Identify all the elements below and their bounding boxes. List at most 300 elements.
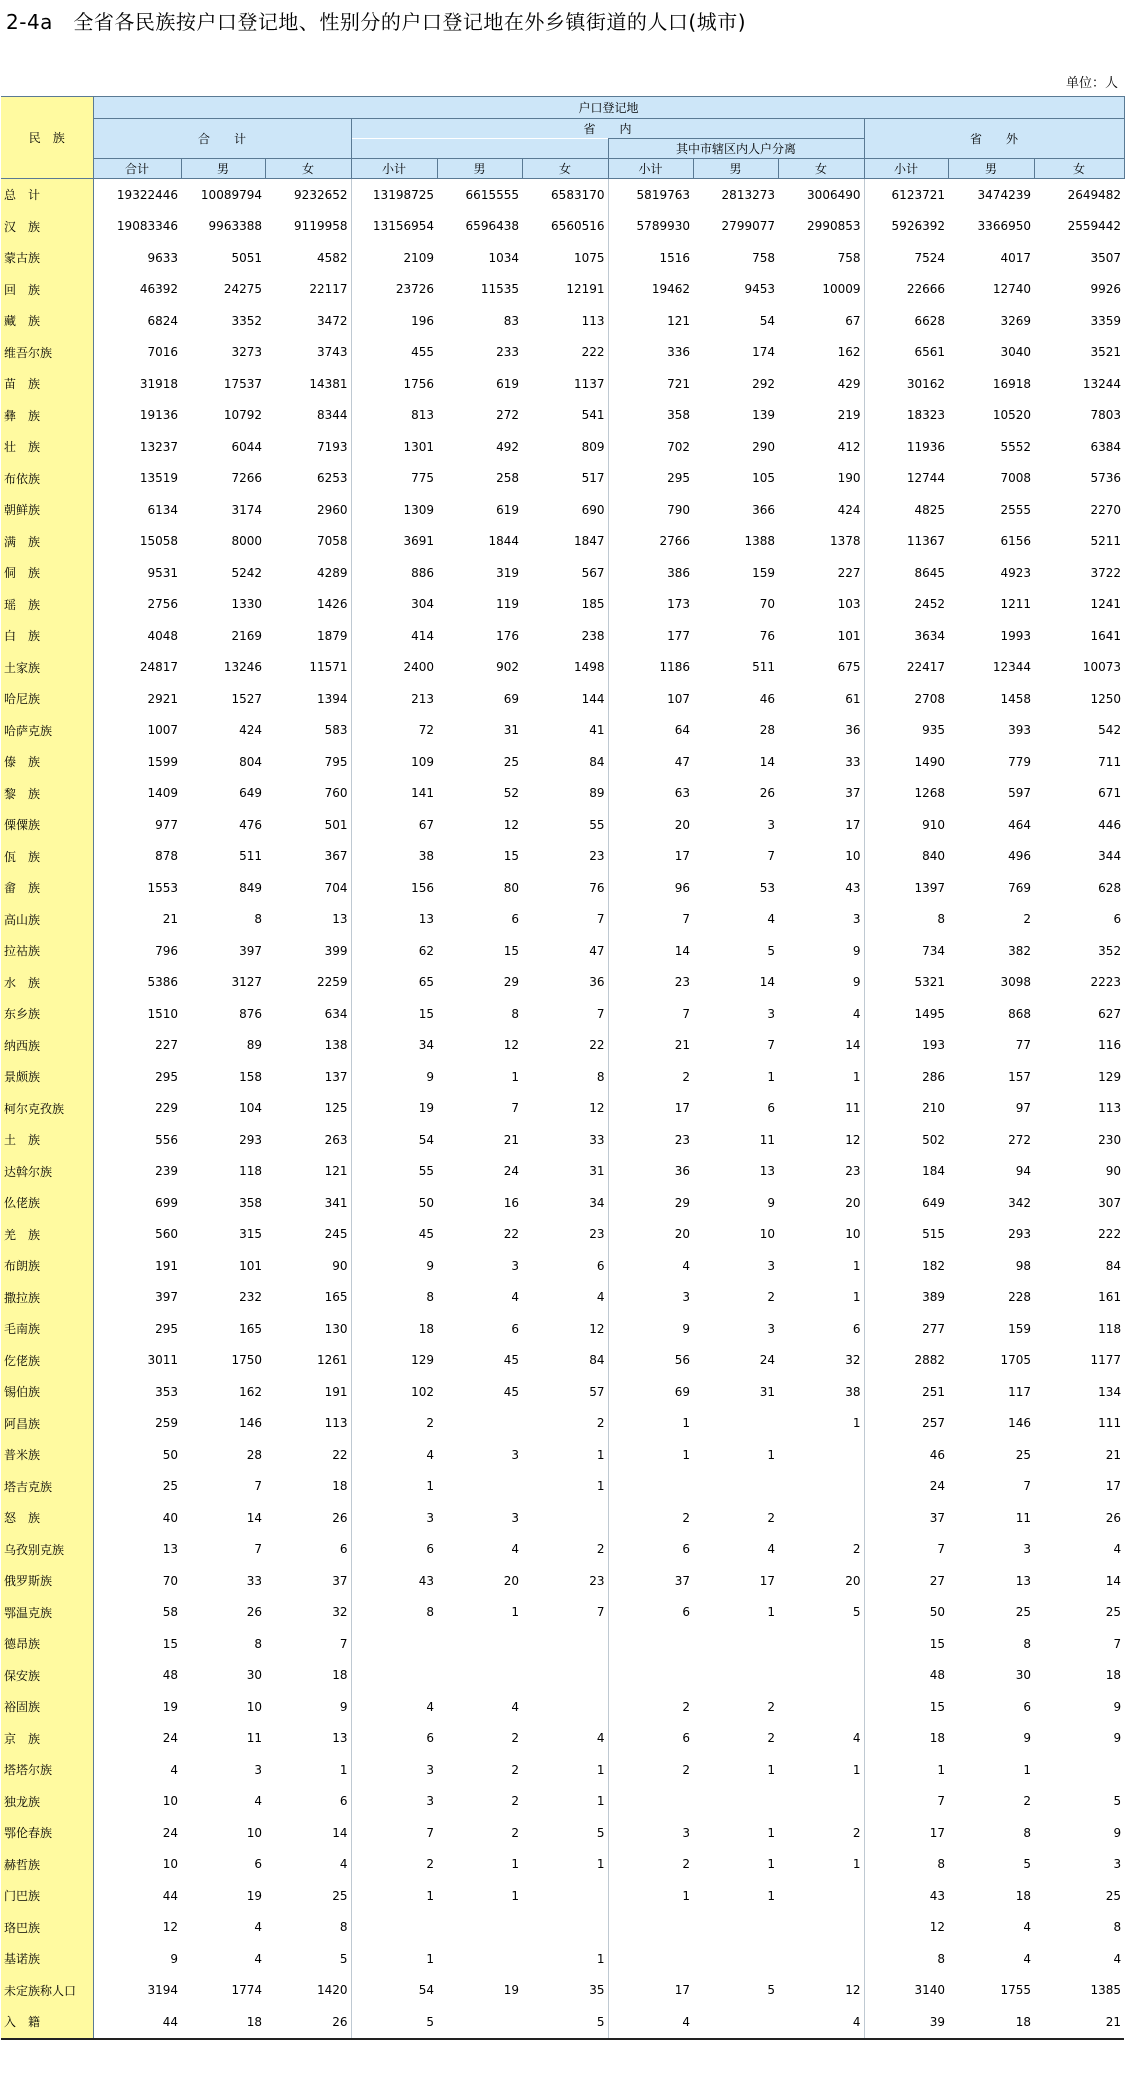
table-cell: 5: [522, 2006, 608, 2039]
table-cell: 1: [767, 1069, 775, 1084]
table-cell: 1: [767, 1605, 775, 1620]
table-cell: 30: [246, 1668, 262, 1683]
table-cell: 1: [778, 1849, 864, 1881]
table-cell: 139: [752, 408, 775, 423]
table-cell: 5819763: [636, 187, 690, 202]
row-label: 门巴族: [1, 1880, 93, 1912]
row-label: 鄂温克族: [1, 1597, 93, 1629]
table-cell: 2649482: [1067, 187, 1122, 202]
table-cell: 3269: [1000, 313, 1031, 328]
column-header: 女: [265, 159, 351, 179]
table-cell: [778, 1880, 864, 1912]
column-header: 女: [1034, 159, 1124, 179]
table-cell: 9: [1113, 1825, 1122, 1840]
table-cell: 1075: [522, 242, 608, 274]
table-cell: 3507: [1090, 250, 1122, 265]
table-cell: 2: [682, 1510, 690, 1525]
table-cell: 28: [759, 723, 775, 738]
table-cell: [693, 1912, 778, 1944]
table-row: [1, 211, 1124, 243]
table-cell: 3011: [147, 1353, 178, 1368]
table-cell: 158: [239, 1069, 262, 1084]
table-cell: 6: [265, 1534, 351, 1566]
table-cell: 18323: [906, 408, 945, 423]
table-cell: 2: [778, 1534, 864, 1566]
table-cell: 11535: [480, 282, 519, 297]
table-cell: 129: [1098, 1069, 1122, 1084]
row-label: 白 族: [1, 620, 93, 652]
table-cell: 1: [426, 1888, 434, 1903]
table-cell: 1: [767, 1762, 775, 1777]
table-cell: 6: [767, 1101, 775, 1116]
table-cell: 1705: [1000, 1353, 1031, 1368]
table-cell: 227: [778, 557, 864, 589]
table-cell: 1641: [1090, 628, 1122, 643]
row-label: 佤 族: [1, 841, 93, 873]
table-cell: 116: [1098, 1038, 1122, 1053]
table-cell: 4289: [265, 557, 351, 589]
table-cell: 118: [239, 1164, 262, 1179]
table-cell: 173: [667, 597, 690, 612]
table-row: [1, 305, 1124, 337]
table-cell: 19462: [651, 282, 690, 297]
table-cell: 878: [155, 849, 178, 864]
table-row: [1, 1313, 1124, 1345]
table-cell: 2400: [403, 660, 434, 675]
table-row: [1, 431, 1124, 463]
table-cell: 161: [1098, 1290, 1122, 1305]
table-cell: 182: [922, 1258, 945, 1273]
table-cell: 758: [778, 242, 864, 274]
table-cell: 619: [496, 376, 519, 391]
table-cell: 58: [162, 1605, 178, 1620]
table-cell: 109: [411, 754, 434, 769]
table-cell: 8645: [914, 565, 945, 580]
table-cell: 515: [922, 1227, 945, 1242]
table-cell: 1: [682, 1888, 690, 1903]
table-cell: 424: [778, 494, 864, 526]
table-cell: 57: [522, 1376, 608, 1408]
table-cell: 97: [1015, 1101, 1031, 1116]
table-cell: 1: [522, 1471, 608, 1503]
table-cell: 9926: [1090, 282, 1122, 297]
row-label: 苗 族: [1, 368, 93, 400]
table-cell: 245: [265, 1219, 351, 1251]
table-cell: 50: [418, 1195, 434, 1210]
table-cell: 1394: [265, 683, 351, 715]
row-label: 保安族: [1, 1660, 93, 1692]
table-cell: 8: [1023, 1825, 1031, 1840]
table-cell: 2: [682, 1857, 690, 1872]
row-label: 塔吉克族: [1, 1471, 93, 1503]
table-cell: 24: [759, 1353, 775, 1368]
row-label: 纳西族: [1, 1030, 93, 1062]
table-cell: 3366950: [977, 219, 1031, 234]
table-cell: 4: [767, 1542, 775, 1557]
table-cell: 2: [682, 1699, 690, 1714]
table-cell: 17: [1105, 1479, 1122, 1494]
table-cell: 4: [426, 1447, 434, 1462]
table-cell: 19083346: [116, 219, 178, 234]
table-row: [1, 1061, 1124, 1093]
table-cell: 2756: [147, 597, 178, 612]
table-cell: 5: [351, 2006, 437, 2039]
table-row: [1, 1187, 1124, 1219]
table-cell: 70: [759, 597, 775, 612]
table-cell: 2813273: [721, 187, 775, 202]
table-cell: 3359: [1090, 313, 1122, 328]
table-cell: [522, 1880, 608, 1912]
table-cell: [437, 1628, 522, 1660]
table-cell: 2259: [265, 967, 351, 999]
table-row: [1, 746, 1124, 778]
table-cell: 1330: [231, 597, 262, 612]
table-cell: 210: [922, 1101, 945, 1116]
table-cell: 130: [265, 1313, 351, 1345]
row-label: 赫哲族: [1, 1849, 93, 1881]
table-cell: [778, 1912, 864, 1944]
table-cell: 424: [239, 723, 262, 738]
table-cell: 977: [155, 817, 178, 832]
table-cell: 8: [1023, 1636, 1031, 1651]
table-cell: 43: [418, 1573, 434, 1588]
table-cell: 50: [929, 1605, 945, 1620]
table-cell: 1261: [265, 1345, 351, 1377]
table-cell: 1: [778, 1061, 864, 1093]
table-cell: 24: [162, 1825, 178, 1840]
table-cell: 5: [1113, 1794, 1122, 1809]
table-cell: 1599: [147, 754, 178, 769]
row-label: 阿昌族: [1, 1408, 93, 1440]
table-cell: [437, 1943, 522, 1975]
table-cell: 38: [418, 849, 434, 864]
table-row: [1, 1219, 1124, 1251]
table-cell: 16918: [992, 376, 1031, 391]
row-label: 瑶 族: [1, 589, 93, 621]
table-cell: 12: [503, 1038, 519, 1053]
table-cell: 8: [937, 1951, 945, 1966]
table-cell: 41: [522, 715, 608, 747]
table-cell: 6596438: [465, 219, 519, 234]
table-row: [1, 179, 1124, 211]
table-cell: 5: [767, 943, 775, 958]
table-cell: 144: [522, 683, 608, 715]
table-cell: 4582: [265, 242, 351, 274]
table-body: [1, 179, 1124, 2039]
table-cell: 18: [1015, 1888, 1031, 1903]
table-cell: 10: [759, 1227, 775, 1242]
table-cell: 11: [246, 1731, 262, 1746]
table-cell: 23: [522, 1219, 608, 1251]
table-cell: 1211: [1000, 597, 1031, 612]
table-cell: 18: [929, 1731, 945, 1746]
table-row: [1, 1502, 1124, 1534]
table-cell: [608, 1786, 693, 1818]
table-cell: 23: [522, 841, 608, 873]
table-cell: 3: [767, 817, 775, 832]
table-cell: 9633: [147, 250, 178, 265]
column-header: 小计: [608, 159, 693, 179]
table-cell: 5: [767, 1983, 775, 1998]
table-cell: 4048: [147, 628, 178, 643]
table-cell: 511: [752, 660, 775, 675]
table-cell: 675: [778, 652, 864, 684]
table-cell: 809: [522, 431, 608, 463]
table-cell: 1426: [265, 589, 351, 621]
table-cell: 118: [1098, 1321, 1122, 1336]
table-cell: 3174: [231, 502, 262, 517]
table-cell: 31: [503, 723, 519, 738]
table-cell: 21: [162, 912, 178, 927]
column-header: 男: [181, 159, 265, 179]
row-label: 未定族称人口: [1, 1975, 93, 2007]
table-row: [1, 400, 1124, 432]
table-cell: 6044: [231, 439, 262, 454]
row-label: 布朗族: [1, 1250, 93, 1282]
table-cell: 76: [522, 872, 608, 904]
table-cell: 12191: [522, 274, 608, 306]
table-cell: 2: [682, 1069, 690, 1084]
table-cell: 26: [265, 2006, 351, 2039]
table-cell: 1388: [744, 534, 775, 549]
table-row: [1, 1723, 1124, 1755]
table-cell: 45: [418, 1227, 434, 1242]
table-cell: 31: [522, 1156, 608, 1188]
row-label: 塔塔尔族: [1, 1754, 93, 1786]
table-cell: 1993: [1000, 628, 1031, 643]
table-cell: 1490: [914, 754, 945, 769]
table-cell: 464: [1008, 817, 1031, 832]
table-cell: 26: [265, 1502, 351, 1534]
table-cell: 2: [778, 1817, 864, 1849]
table-cell: 129: [411, 1353, 434, 1368]
row-label: 彝 族: [1, 400, 93, 432]
table-cell: 1177: [1090, 1353, 1122, 1368]
table-cell: 14381: [265, 368, 351, 400]
table-cell: 32: [778, 1345, 864, 1377]
table-cell: [778, 1691, 864, 1723]
table-cell: 7: [522, 998, 608, 1030]
table-cell: 6: [265, 1786, 351, 1818]
table-cell: 15: [418, 1006, 434, 1021]
table-cell: 47: [522, 935, 608, 967]
row-label: 珞巴族: [1, 1912, 93, 1944]
table-cell: 34: [418, 1038, 434, 1053]
row-label: 壮 族: [1, 431, 93, 463]
table-cell: 7: [511, 1101, 519, 1116]
table-cell: 30162: [906, 376, 945, 391]
table-cell: 3: [511, 1447, 519, 1462]
table-cell: 8: [937, 1857, 945, 1872]
table-cell: 83: [503, 313, 519, 328]
table-cell: 90: [265, 1250, 351, 1282]
table-cell: 11367: [906, 534, 945, 549]
table-cell: 10792: [223, 408, 262, 423]
table-row: [1, 337, 1124, 369]
table-cell: 229: [155, 1101, 178, 1116]
row-label: 基诺族: [1, 1943, 93, 1975]
table-row: [1, 1660, 1124, 1692]
table-cell: 795: [265, 746, 351, 778]
table-cell: 5: [1023, 1857, 1031, 1872]
table-cell: 3: [778, 904, 864, 936]
table-cell: [437, 1471, 522, 1503]
table-cell: 3: [1023, 1542, 1031, 1557]
table-cell: 1510: [147, 1006, 178, 1021]
table-cell: 1755: [1000, 1983, 1031, 1998]
table-cell: 24817: [139, 660, 178, 675]
column-header-row: [1, 159, 1124, 179]
table-cell: 3127: [231, 975, 262, 990]
table-cell: 542: [1098, 723, 1122, 738]
table-cell: 39: [864, 2006, 948, 2039]
table-cell: 4: [511, 1542, 519, 1557]
table-cell: 113: [265, 1408, 351, 1440]
table-cell: 476: [239, 817, 262, 832]
table-row: [1, 809, 1124, 841]
table-cell: 4: [522, 1282, 608, 1314]
table-cell: 20: [778, 1187, 864, 1219]
table-cell: 2169: [231, 628, 262, 643]
table-cell: 556: [155, 1132, 178, 1147]
table-cell: 341: [265, 1187, 351, 1219]
table-cell: 134: [1098, 1384, 1122, 1399]
table-cell: 8: [426, 1605, 434, 1620]
table-cell: 2: [767, 1699, 775, 1714]
table-cell: 98: [1015, 1258, 1031, 1273]
table-cell: 1: [522, 1439, 608, 1471]
table-cell: 2: [767, 1510, 775, 1525]
table-cell: 219: [778, 400, 864, 432]
table-cell: 5: [778, 1597, 864, 1629]
table-cell: 910: [922, 817, 945, 832]
table-cell: 137: [265, 1061, 351, 1093]
table-cell: 13: [162, 1542, 178, 1557]
table-cell: 4: [254, 1951, 262, 1966]
table-cell: 353: [155, 1384, 178, 1399]
table-row: [1, 872, 1124, 904]
table-row: [1, 1912, 1124, 1944]
table-cell: 3040: [1000, 345, 1031, 360]
table-cell: 22666: [906, 282, 945, 297]
row-label: 哈尼族: [1, 683, 93, 715]
table-cell: [778, 1786, 864, 1818]
table-cell: 94: [1015, 1164, 1031, 1179]
table-cell: 1301: [403, 439, 434, 454]
table-cell: 6134: [147, 502, 178, 517]
table-cell: 19: [162, 1699, 178, 1714]
table-cell: 9: [778, 967, 864, 999]
table-cell: [778, 1439, 864, 1471]
table-cell: 886: [411, 565, 434, 580]
table-cell: 5: [522, 1817, 608, 1849]
table-cell: 15: [929, 1699, 945, 1714]
table-cell: 6384: [1090, 439, 1122, 454]
table-cell: 4923: [1000, 565, 1031, 580]
table-cell: 292: [752, 376, 775, 391]
table-cell: 69: [674, 1384, 690, 1399]
table-cell: 70: [162, 1573, 178, 1588]
table-cell: 1: [522, 1849, 608, 1881]
table-cell: [522, 1691, 608, 1723]
table-cell: 12: [929, 1920, 945, 1935]
table-cell: 6: [426, 1542, 434, 1557]
table-cell: 18: [418, 1321, 434, 1336]
table-cell: 7: [522, 1597, 608, 1629]
table-cell: 191: [265, 1376, 351, 1408]
table-cell: 43: [929, 1888, 945, 1903]
table-cell: 12: [522, 1313, 608, 1345]
table-cell: 3: [426, 1762, 434, 1777]
table-cell: 1: [265, 1754, 351, 1786]
table-cell: 290: [752, 439, 775, 454]
table-cell: 37: [778, 778, 864, 810]
table-cell: 84: [522, 1345, 608, 1377]
table-cell: 3: [767, 1258, 775, 1273]
table-cell: 9: [1113, 1699, 1122, 1714]
table-cell: 17537: [223, 376, 262, 391]
table-cell: 583: [265, 715, 351, 747]
row-label: 侗 族: [1, 557, 93, 589]
table-cell: 12: [778, 1975, 864, 2007]
table-cell: 1: [682, 1447, 690, 1462]
table-cell: 14: [674, 943, 690, 958]
table-cell: 15: [503, 849, 519, 864]
table-cell: 4017: [1000, 250, 1031, 265]
table-cell: 4: [778, 998, 864, 1030]
table-cell: 295: [155, 1069, 178, 1084]
table-cell: 804: [239, 754, 262, 769]
table-cell: 1409: [147, 786, 178, 801]
table-cell: 12: [162, 1920, 178, 1935]
table-cell: 3: [254, 1762, 262, 1777]
table-cell: 4: [778, 1723, 864, 1755]
row-label: 俄罗斯族: [1, 1565, 93, 1597]
table-cell: 27: [929, 1573, 945, 1588]
table-cell: 3: [767, 1321, 775, 1336]
table-cell: 1: [767, 1857, 775, 1872]
table-cell: 48: [929, 1668, 945, 1683]
row-label: 哈萨克族: [1, 715, 93, 747]
table-cell: 239: [155, 1164, 178, 1179]
table-cell: 9: [1113, 1731, 1122, 1746]
table-cell: 222: [522, 337, 608, 369]
row-label: 京 族: [1, 1723, 93, 1755]
table-cell: 1: [511, 1888, 519, 1903]
table-cell: 257: [922, 1416, 945, 1431]
table-cell: 9: [778, 935, 864, 967]
table-cell: 10073: [1082, 660, 1122, 675]
table-cell: 24275: [223, 282, 262, 297]
table-cell: 1: [767, 1447, 775, 1462]
table-cell: 227: [155, 1038, 178, 1053]
table-cell: 4: [511, 1290, 519, 1305]
table-cell: 33: [778, 746, 864, 778]
table-cell: 1: [778, 1250, 864, 1282]
table-cell: 56: [674, 1353, 690, 1368]
table-cell: 7: [767, 849, 775, 864]
table-cell: 23: [674, 1132, 690, 1147]
table-cell: 344: [1098, 849, 1122, 864]
table-cell: 446: [1098, 817, 1122, 832]
row-label: 鄂伦春族: [1, 1817, 93, 1849]
table-cell: 191: [155, 1258, 178, 1273]
table-cell: 6560516: [522, 211, 608, 243]
table-cell: 760: [265, 778, 351, 810]
table-cell: 25: [503, 754, 519, 769]
row-label: 毛南族: [1, 1313, 93, 1345]
table-cell: 6: [1023, 1699, 1031, 1714]
